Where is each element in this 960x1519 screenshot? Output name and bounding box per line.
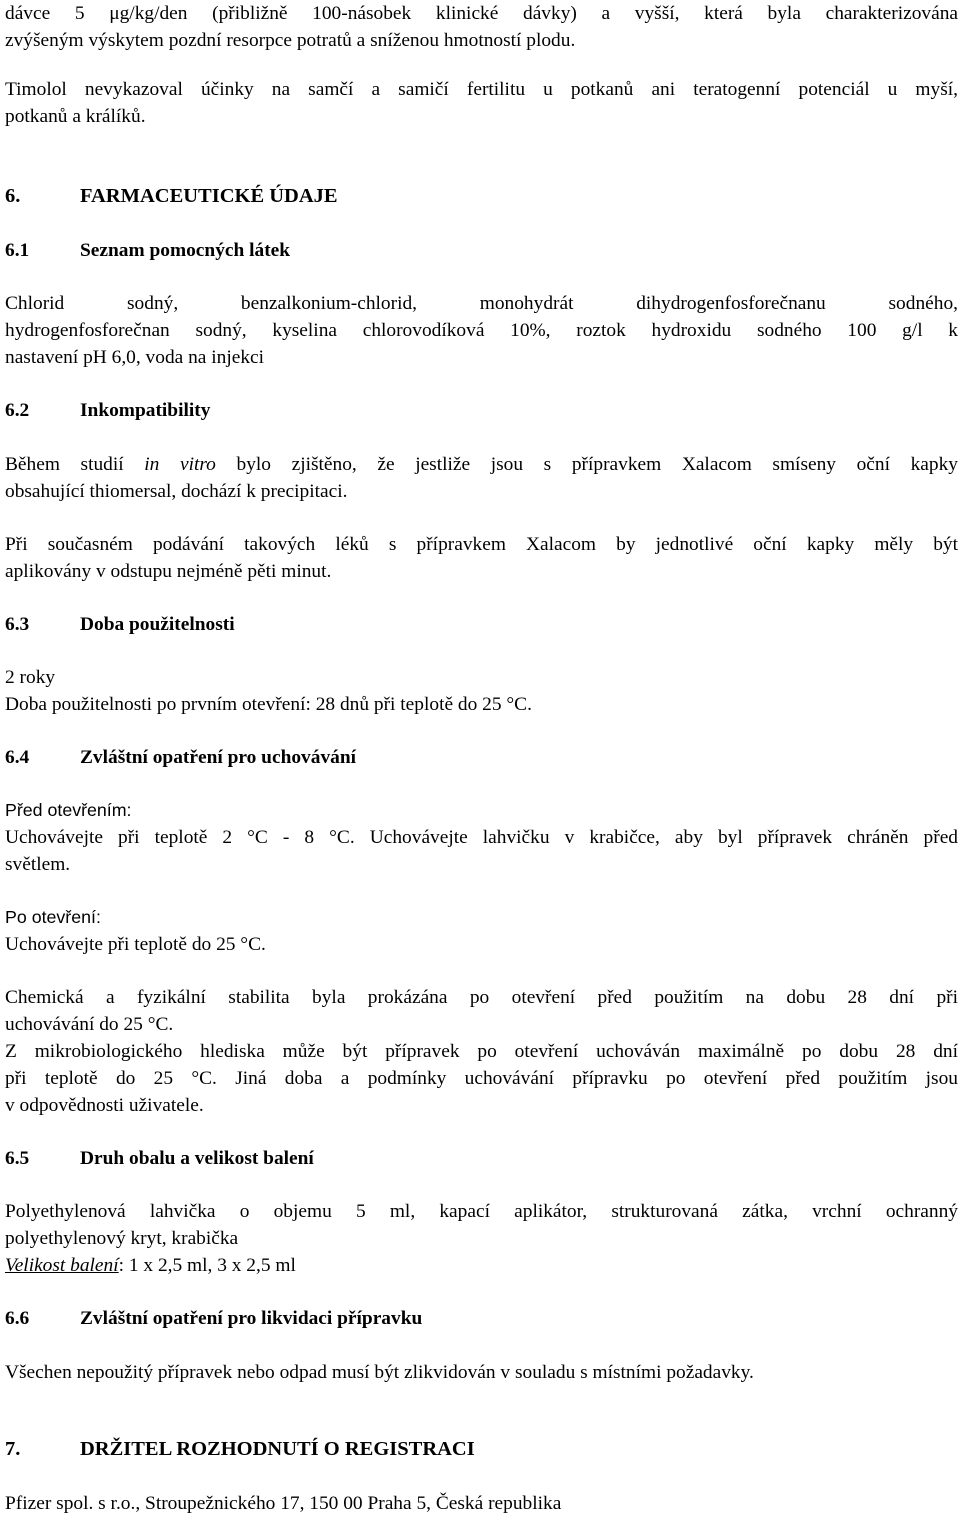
italic-term: in vitro — [144, 454, 216, 475]
section-7-heading — [5, 1436, 475, 1463]
label-after-opening: Po otevření: — [5, 907, 101, 927]
subsection-number: 6.3 — [5, 614, 30, 635]
subsection-number: 6.2 — [5, 400, 30, 421]
shelf-life-paragraph — [5, 664, 958, 718]
text-line: aplikovány v odstupu nejméně pěti minut. — [5, 561, 332, 582]
subsection-number: 6.6 — [5, 1308, 30, 1329]
text-line: nastavení pH 6,0, voda na injekci — [5, 347, 265, 368]
subsection-number: 6.4 — [5, 747, 30, 768]
container-paragraph — [5, 1198, 958, 1279]
mah-paragraph — [5, 1490, 958, 1517]
text-line: v odpovědnosti uživatele. — [5, 1095, 204, 1116]
text-line: světlem. — [5, 854, 71, 875]
text-line: Timolol nevykazoval účinky na samčí a samičí fertilitu u potkanů ani teratogenní potenciál u myší, — [5, 79, 958, 100]
subsection-title: Zvláštní opatření pro likvidaci přípravku — [80, 1308, 423, 1329]
pack-size-value: : 1 x 2,5 ml, 3 x 2,5 ml — [118, 1255, 296, 1276]
subsection-6-1-heading — [5, 237, 290, 264]
subsection-6-5-heading — [5, 1145, 314, 1172]
text-line: Uchovávejte při teplotě 2 °C - 8 °C. Uchovávejte lahvičku v krabičce, aby byl přípravek chráněn před — [5, 827, 958, 848]
section-title: FARMACEUTICKÉ ÚDAJE — [80, 185, 338, 207]
subsection-title: Seznam pomocných látek — [80, 240, 291, 261]
text-line: Všechen nepoužitý přípravek nebo odpad musí být zlikvidován v souladu s místními požadavky. — [5, 1362, 754, 1383]
subsection-title: Inkompatibility — [80, 400, 211, 421]
text-line: Doba použitelnosti po prvním otevření: 28 dnů při teplotě do 25 °C. — [5, 694, 532, 715]
text-run: bylo zjištěno, že jestliže jsou s přípravkem Xalacom smíseny oční kapky — [215, 454, 958, 475]
section-6-heading — [5, 183, 338, 210]
intro-paragraph-1 — [5, 0, 958, 54]
text-line — [5, 451, 958, 478]
subsection-6-6-heading — [5, 1305, 422, 1332]
subsection-number: 6.5 — [5, 1148, 30, 1169]
stability-paragraph — [5, 984, 958, 1119]
text-line: dávce 5 μg/kg/den (přibližně 100-násobek klinické dávky) a vyšší, která byla charakterizována — [5, 3, 958, 24]
label-before-opening: Před otevřením: — [5, 800, 132, 820]
pack-size-label: Velikost balení — [5, 1255, 119, 1276]
subsection-6-3-heading — [5, 611, 235, 638]
subsection-title: Zvláštní opatření pro uchovávání — [80, 747, 357, 768]
subsection-6-4-heading — [5, 744, 356, 771]
text-line: Z mikrobiologického hlediska může být přípravek po otevření uchováván maximálně po dobu 28 dní — [5, 1041, 958, 1062]
subsection-title: Druh obalu a velikost balení — [80, 1148, 314, 1169]
text-line — [5, 1252, 958, 1279]
incompatibility-paragraph-2 — [5, 531, 958, 585]
text-line: hydrogenfosforečnan sodný, kyselina chlorovodíková 10%, roztok hydroxidu sodného 100 g/l k — [5, 320, 958, 341]
text-line: polyethylenový kryt, krabička — [5, 1228, 239, 1249]
intro-paragraph-2 — [5, 76, 958, 130]
text-line: uchovávání do 25 °C. — [5, 1014, 174, 1035]
storage-after-opening — [5, 904, 958, 958]
section-number: 7. — [5, 1438, 21, 1460]
section-number: 6. — [5, 185, 21, 207]
text-line: při teplotě do 25 °C. Jiná doba a podmínky uchovávání přípravku po otevření před použitím jsou — [5, 1068, 958, 1089]
text-line: Polyethylenová lahvička o objemu 5 ml, kapací aplikátor, strukturovaná zátka, vrchní ochranný — [5, 1201, 958, 1222]
text-line: 2 roky — [5, 667, 56, 688]
text-line: Chlorid sodný, benzalkonium-chlorid, monohydrát dihydrogenfosforečnanu sodného, — [5, 293, 958, 314]
text-line: Pfizer spol. s r.o., Stroupežnického 17, 150 00 Praha 5, Česká republika — [5, 1493, 562, 1514]
subsection-title: Doba použitelnosti — [80, 614, 235, 635]
text-line: zvýšeným výskytem pozdní resorpce potratů a sníženou hmotností plodu. — [5, 30, 576, 51]
text-line: Chemická a fyzikální stabilita byla prokázána po otevření před použitím na dobu 28 dní při — [5, 987, 958, 1008]
disposal-paragraph — [5, 1359, 958, 1386]
subsection-number: 6.1 — [5, 240, 30, 261]
subsection-6-2-heading — [5, 397, 210, 424]
text-line: Uchovávejte při teplotě do 25 °C. — [5, 934, 266, 955]
section-title: DRŽITEL ROZHODNUTÍ O REGISTRACI — [80, 1438, 475, 1460]
text-line: obsahující thiomersal, dochází k precipitaci. — [5, 481, 348, 502]
text-line: Při současném podávání takových léků s přípravkem Xalacom by jednotlivé oční kapky měly být — [5, 534, 958, 555]
excipients-paragraph — [5, 290, 958, 371]
text-line: potkanů a králíků. — [5, 106, 146, 127]
text-run: Během studií — [5, 454, 145, 475]
storage-before-opening — [5, 797, 958, 878]
incompatibility-paragraph-1 — [5, 451, 958, 505]
